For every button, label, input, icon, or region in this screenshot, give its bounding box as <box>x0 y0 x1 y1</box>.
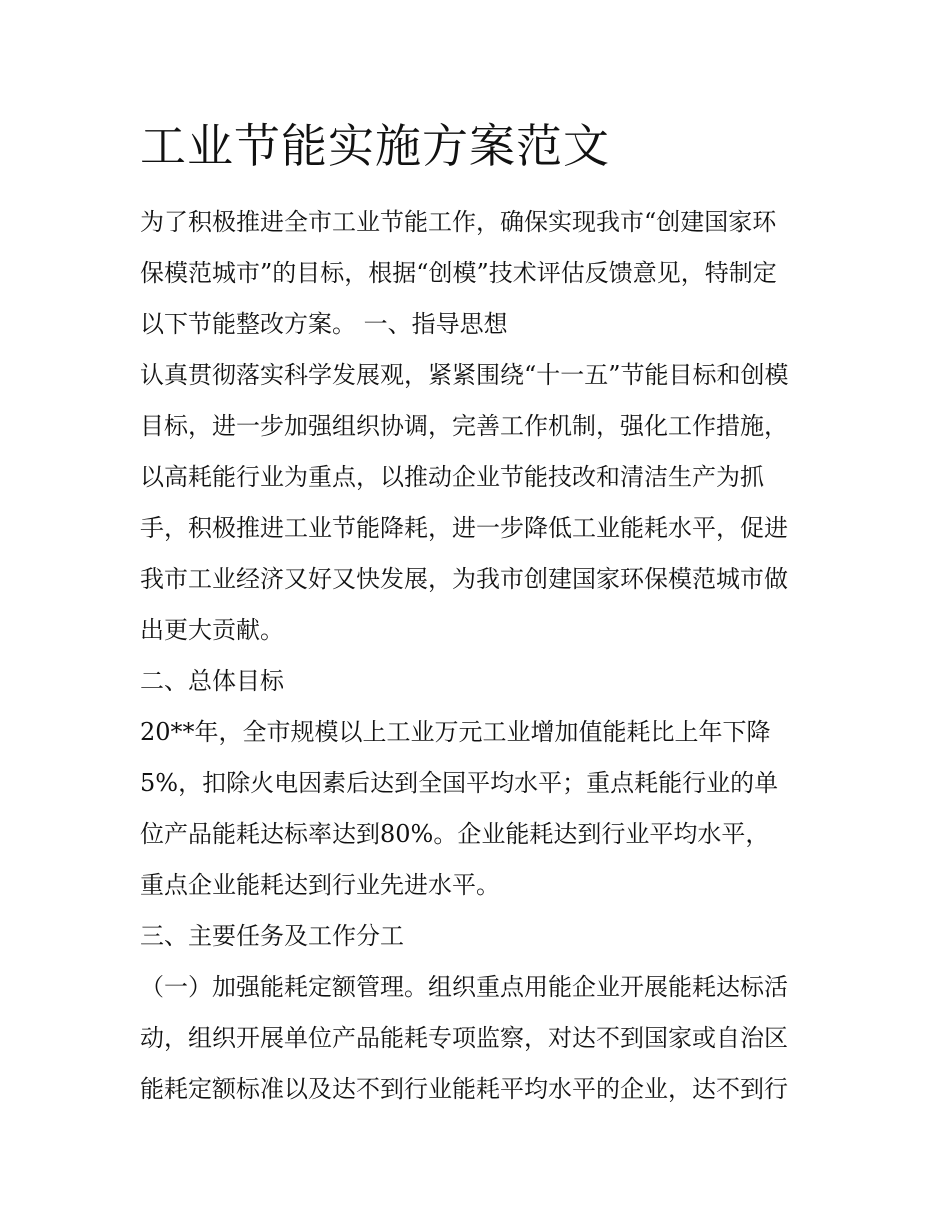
body-line: 以高耗能行业为重点，以推动企业节能技改和清洁生产为抓 <box>140 463 764 491</box>
body-line: （一）加强能耗定额管理。组织重点用能企业开展能耗达标活 <box>140 973 788 1001</box>
body-line: 认真贯彻落实科学发展观，紧紧围绕“十一五”节能目标和创模 <box>140 361 789 389</box>
section-heading: 二、总体目标 <box>140 667 284 695</box>
body-line: 出更大贡献。 <box>140 616 284 644</box>
document-title: 工业节能实施方案范文 <box>140 119 610 173</box>
body-line: 手，积极推进工业节能降耗，进一步降低工业能耗水平，促进 <box>140 514 788 542</box>
body-line: 能耗定额标准以及达不到行业能耗平均水平的企业，达不到行 <box>140 1075 788 1103</box>
body-line: 我市工业经济又好又快发展，为我市创建国家环保模范城市做 <box>140 565 788 593</box>
body-line: 动，组织开展单位产品能耗专项监察，对达不到国家或自治区 <box>140 1024 788 1052</box>
body-line: 以下节能整改方案。 一、指导思想 <box>140 310 508 338</box>
body-line: 重点企业能耗达到行业先进水平。 <box>140 871 500 899</box>
body-line: 5%，扣除火电因素后达到全国平均水平；重点耗能行业的单 <box>140 769 779 797</box>
section-heading: 三、主要任务及工作分工 <box>140 922 404 950</box>
body-line: 20**年，全市规模以上工业万元工业增加值能耗比上年下降 <box>140 718 771 746</box>
body-line: 位产品能耗达标率达到80%。企业能耗达到行业平均水平， <box>140 820 770 848</box>
body-line: 保模范城市”的目标，根据“创模”技术评估反馈意见，特制定 <box>140 259 777 287</box>
body-line: 为了积极推进全市工业节能工作，确保实现我市“创建国家环 <box>140 208 777 236</box>
body-line: 目标，进一步加强组织协调，完善工作机制，强化工作措施， <box>140 412 788 440</box>
